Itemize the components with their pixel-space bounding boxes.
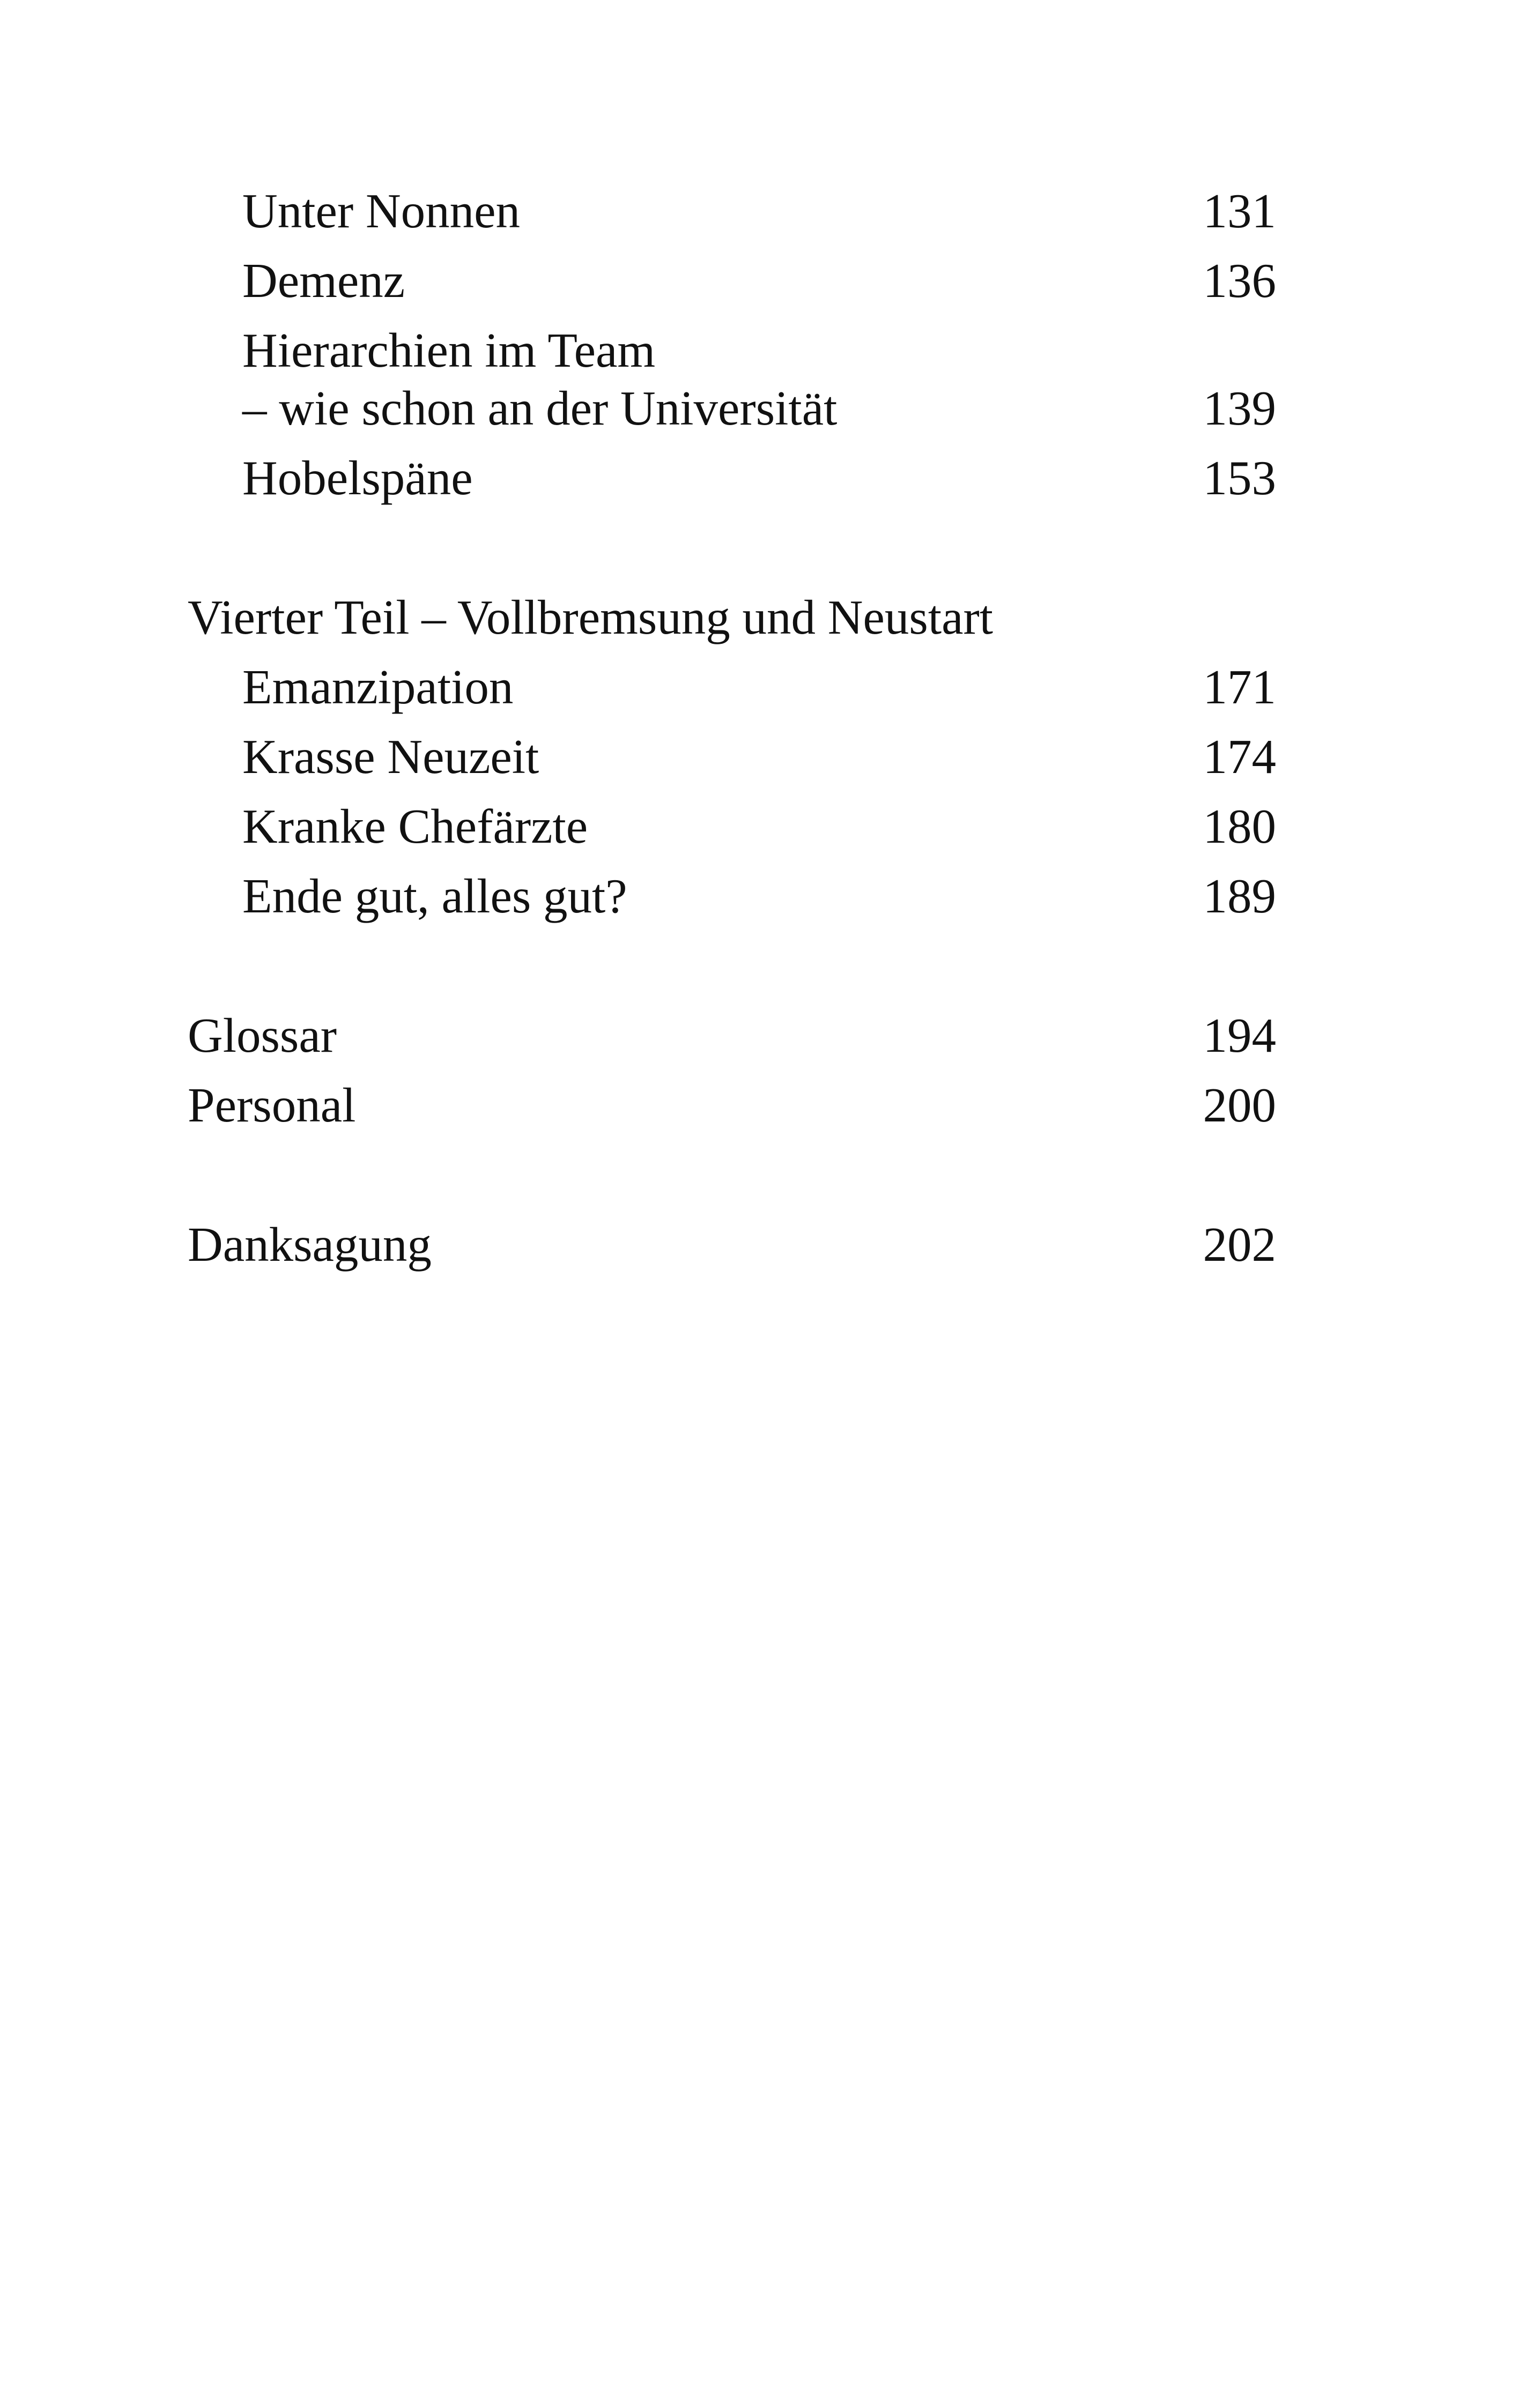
- section-spacer: [188, 519, 1276, 589]
- toc-entry-title: Unter Nonnen: [242, 184, 521, 238]
- toc-entry-page: 189: [1203, 869, 1276, 923]
- part-heading-title: Vierter Teil – Vollbremsung und Neustart: [188, 590, 994, 644]
- toc-entry-page: 171: [1203, 660, 1276, 714]
- toc-entry: [188, 728, 1276, 798]
- toc-part-heading: [188, 589, 1276, 658]
- section-spacer: [188, 937, 1276, 1007]
- toc-entry: [188, 449, 1276, 519]
- toc-entry-title: Personal: [188, 1078, 356, 1132]
- toc-entry: [188, 798, 1276, 867]
- toc-entry-page: 136: [1203, 254, 1276, 308]
- toc-entry-title-line-2: – wie schon an der Universität: [242, 381, 838, 435]
- toc-entry: [188, 1007, 1276, 1076]
- toc-entry-title: Emanzipation: [242, 660, 514, 714]
- toc-entry-title: Ende gut, alles gut?: [242, 869, 627, 923]
- toc-entry-title: Krasse Neuzeit: [242, 730, 539, 784]
- toc-entry-title: Glossar: [188, 1008, 337, 1062]
- toc-entry-title: Kranke Chefärzte: [242, 799, 588, 853]
- section-spacer: [188, 1146, 1276, 1216]
- toc-entry: [188, 867, 1276, 937]
- toc-entry: [188, 182, 1276, 252]
- toc-entry-title-line-1: Hierarchien im Team: [242, 323, 656, 377]
- table-of-contents: [188, 182, 1276, 1285]
- toc-entry-page: 153: [1203, 451, 1276, 505]
- toc-entry-page: 194: [1203, 1008, 1276, 1062]
- toc-entry-page: 174: [1203, 730, 1276, 784]
- toc-entry-page: 180: [1203, 799, 1276, 853]
- toc-entry-title: Demenz: [242, 254, 405, 308]
- toc-entry: [188, 1216, 1276, 1285]
- toc-entry-title: Danksagung: [188, 1217, 432, 1272]
- toc-entry-page: 131: [1203, 184, 1276, 238]
- toc-entry-page: 139: [1203, 381, 1276, 435]
- toc-entry: [188, 252, 1276, 322]
- toc-entry: [188, 1076, 1276, 1146]
- toc-entry-title: Hobelspäne: [242, 451, 473, 505]
- toc-entry-title: [242, 322, 837, 437]
- toc-entry: [188, 322, 1276, 449]
- toc-entry-page: 200: [1203, 1078, 1276, 1132]
- toc-entry-page: 202: [1203, 1217, 1276, 1272]
- toc-entry: [188, 658, 1276, 728]
